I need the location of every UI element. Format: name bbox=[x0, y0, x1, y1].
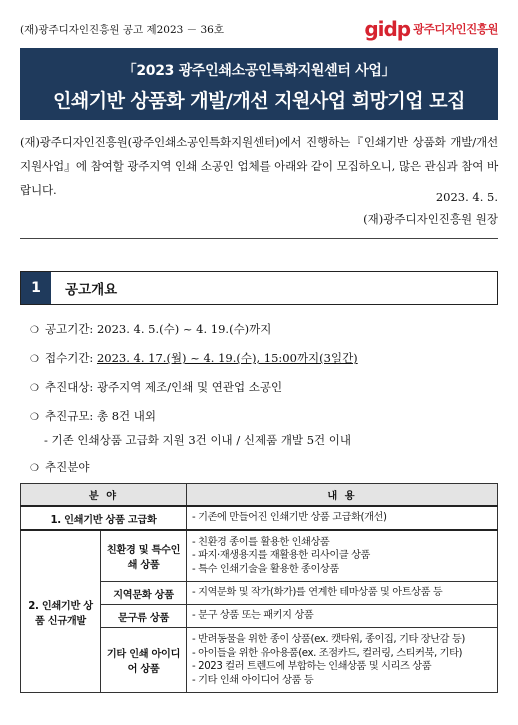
bullet-scale bbox=[30, 407, 156, 427]
circle-bullet-icon: ❍ bbox=[30, 325, 39, 336]
content-cell bbox=[187, 582, 498, 605]
scale-note: - 기존 인쇄상품 고급화 지원 3건 이내 / 신제품 개발 5건 이내 bbox=[44, 433, 351, 447]
field-text: 추진분야 bbox=[45, 460, 90, 474]
gidp-logo bbox=[364, 18, 498, 40]
circle-bullet-icon: ❍ bbox=[30, 412, 39, 423]
bullet-receipt bbox=[30, 349, 358, 369]
content-line: - 친환경 종이를 활용한 인쇄상품 bbox=[192, 536, 330, 548]
table-header-content: 내 용 bbox=[187, 484, 498, 507]
bullet-period bbox=[30, 320, 271, 340]
issuer-name: (재)광주디자인진흥원 원장 bbox=[363, 212, 498, 226]
table-row bbox=[21, 506, 498, 530]
period-text: 공고기간: 2023. 4. 5.(수) ~ 4. 19.(수)까지 bbox=[45, 322, 272, 336]
content-line: - 기존에 만들어진 인쇄기반 상품 고급화(개선) bbox=[192, 512, 387, 524]
subcategory-cell: 지역문화 상품 bbox=[101, 582, 187, 605]
content-line: - 문구 상품 또는 패키지 상품 bbox=[192, 610, 314, 622]
content-cell bbox=[187, 605, 498, 628]
banner-title: 인쇄기반 상품화 개발/개선 지원사업 희망기업 모집 bbox=[53, 90, 465, 112]
table-header-field: 분 야 bbox=[21, 484, 187, 507]
content-line: - 파지·재생용지를 재활용한 리사이클 상품 bbox=[192, 550, 370, 562]
circle-bullet-icon: ❍ bbox=[30, 354, 39, 365]
document-header bbox=[20, 17, 498, 42]
field-table bbox=[20, 483, 498, 693]
title-banner bbox=[20, 48, 498, 120]
category-cell: 1. 인쇄기반 상품 고급화 bbox=[21, 506, 187, 530]
content-line: - 지역문화 및 작가(화가)를 연계한 테마상품 및 아트상품 등 bbox=[192, 587, 443, 599]
divider bbox=[20, 238, 498, 239]
subcategory-cell: 기타 인쇄 아이디어 상품 bbox=[101, 628, 187, 693]
scale-text: 추진규모: 총 8건 내외 bbox=[45, 409, 157, 423]
circle-bullet-icon: ❍ bbox=[30, 383, 39, 394]
table-row bbox=[21, 530, 498, 582]
content-cell bbox=[187, 530, 498, 582]
section-title: 공고개요 bbox=[65, 282, 118, 298]
content-line: - 반려동물을 위한 종이 상품(ex. 캣타워, 종이집, 기타 장난감 등) bbox=[192, 634, 465, 645]
circle-bullet-icon: ❍ bbox=[30, 463, 39, 474]
banner-subtitle: ｢2023 광주인쇄소공인특화지원센터 사업｣ bbox=[129, 63, 389, 79]
target-text: 추진대상: 광주지역 제조/인쇄 및 연관업 소공인 bbox=[45, 380, 283, 394]
announcement-date: 2023. 4. 5. bbox=[435, 190, 498, 204]
category-cell: 2. 인쇄기반 상품 신규개발 bbox=[21, 530, 101, 693]
content-line: - 2023 컬러 트렌드에 부합하는 인쇄상품 및 시리즈 상품 bbox=[192, 661, 432, 672]
receipt-label: 접수기간: bbox=[45, 351, 97, 365]
section-number: 1 bbox=[21, 272, 51, 304]
subcategory-cell: 친환경 및 특수인쇄 상품 bbox=[101, 530, 187, 582]
content-line: - 특수 인쇄기술을 활용한 종이상품 bbox=[192, 563, 339, 575]
subcategory-cell: 문구류 상품 bbox=[101, 605, 187, 628]
logo-mark: gidp bbox=[364, 17, 411, 41]
bullet-field bbox=[30, 458, 89, 478]
intro-paragraph: (재)광주디자인진흥원(광주인쇄소공인특화지원센터)에서 진행하는『인쇄기반 상품화 개발/개선 지원사업』에 참여할 광주지역 인쇄 소공인 업체를 아래와 같이 모집하오니, 많은 관심과 참여 바랍니다. bbox=[20, 135, 498, 197]
receipt-value: 2023. 4. 17.(월) ~ 4. 19.(수), 15:00까지(3일간) bbox=[96, 351, 358, 365]
content-line: - 기타 인쇄 아이디어 상품 등 bbox=[192, 674, 314, 686]
notice-number: (재)광주디자인진흥원 공고 제2023 － 36호 bbox=[20, 24, 224, 36]
content-line: - 아이들을 위한 유아용품(ex. 조점카드, 컬러링, 스티커북, 기타) bbox=[192, 647, 463, 659]
content-cell bbox=[187, 506, 498, 530]
content-cell bbox=[187, 628, 498, 693]
bullet-target bbox=[30, 378, 282, 398]
section-header bbox=[20, 271, 498, 305]
logo-text: 광주디자인진흥원 bbox=[413, 22, 498, 36]
